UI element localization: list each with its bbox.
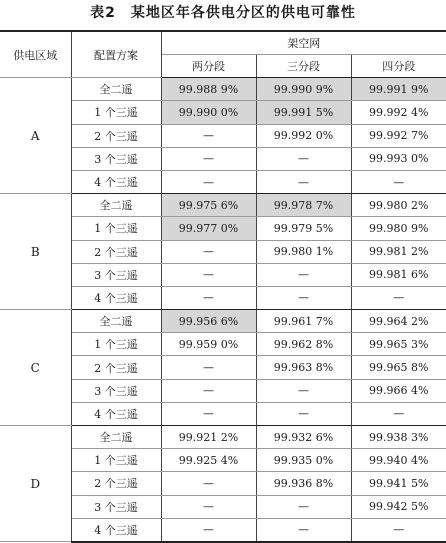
scheme-cell: 全二遥 <box>71 426 161 449</box>
reliability-value-cell: — <box>161 402 256 425</box>
reliability-value-cell: — <box>256 286 351 309</box>
reliability-value-cell: 99.979 5% <box>256 217 351 240</box>
reliability-value-cell: 99.980 1% <box>256 240 351 263</box>
reliability-value-cell: — <box>161 286 256 309</box>
reliability-value-cell: 99.966 4% <box>351 379 446 402</box>
reliability-value-cell: — <box>351 170 446 193</box>
reliability-value-cell: 99.941 5% <box>351 472 446 495</box>
header-scheme: 配置方案 <box>71 31 161 78</box>
reliability-value-cell: 99.956 6% <box>161 310 256 333</box>
scheme-cell: 4 个三遥 <box>71 170 161 193</box>
scheme-cell: 2 个三遥 <box>71 124 161 147</box>
reliability-value-cell: 99.965 8% <box>351 356 446 379</box>
reliability-value-cell: — <box>161 472 256 495</box>
reliability-value-cell: 99.991 5% <box>256 101 351 124</box>
scheme-cell: 4 个三遥 <box>71 286 161 309</box>
reliability-value-cell: 99.992 4% <box>351 101 446 124</box>
reliability-value-cell: 99.962 8% <box>256 333 351 356</box>
reliability-value-cell: 99.980 9% <box>351 217 446 240</box>
table-row <box>0 310 446 333</box>
reliability-value-cell: 99.990 9% <box>256 78 351 101</box>
reliability-value-cell: — <box>256 495 351 518</box>
scheme-cell: 1 个三遥 <box>71 217 161 240</box>
header-three-segment: 三分段 <box>256 55 351 78</box>
reliability-value-cell: 99.961 7% <box>256 310 351 333</box>
scheme-cell: 3 个三遥 <box>71 263 161 286</box>
reliability-value-cell: — <box>161 379 256 402</box>
reliability-value-cell: 99.975 6% <box>161 194 256 217</box>
table-body <box>0 78 446 542</box>
reliability-value-cell: 99.938 3% <box>351 426 446 449</box>
reliability-value-cell: 99.959 0% <box>161 333 256 356</box>
reliability-value-cell: — <box>351 286 446 309</box>
reliability-value-cell: 99.993 0% <box>351 147 446 170</box>
header-overhead-network: 架空网 <box>161 31 446 55</box>
table-title: 表2 某地区年各供电分区的供电可靠性 <box>90 5 356 21</box>
reliability-value-cell: — <box>161 170 256 193</box>
table-header <box>0 31 446 78</box>
scheme-cell: 全二遥 <box>71 310 161 333</box>
reliability-value-cell: — <box>161 240 256 263</box>
reliability-value-cell: — <box>351 402 446 425</box>
scheme-cell: 1 个三遥 <box>71 333 161 356</box>
reliability-table <box>0 30 446 543</box>
reliability-value-cell: — <box>256 170 351 193</box>
header-region: 供电区域 <box>0 31 71 78</box>
reliability-value-cell: — <box>256 518 351 542</box>
scheme-cell: 全二遥 <box>71 78 161 101</box>
scheme-cell: 1 个三遥 <box>71 449 161 472</box>
reliability-value-cell: 99.981 6% <box>351 263 446 286</box>
reliability-value-cell: 99.981 2% <box>351 240 446 263</box>
reliability-value-cell: — <box>256 379 351 402</box>
scheme-cell: 2 个三遥 <box>71 472 161 495</box>
scheme-cell: 4 个三遥 <box>71 402 161 425</box>
table-row <box>0 426 446 449</box>
scheme-cell: 3 个三遥 <box>71 147 161 170</box>
reliability-value-cell: — <box>256 263 351 286</box>
reliability-value-cell: 99.992 0% <box>256 124 351 147</box>
reliability-value-cell: 99.925 4% <box>161 449 256 472</box>
region-cell: D <box>0 426 71 542</box>
region-cell: C <box>0 310 71 426</box>
region-cell: B <box>0 194 71 310</box>
scheme-cell: 4 个三遥 <box>71 518 161 542</box>
scheme-cell: 2 个三遥 <box>71 356 161 379</box>
reliability-value-cell: 99.965 3% <box>351 333 446 356</box>
header-four-segment: 四分段 <box>351 55 446 78</box>
reliability-value-cell: 99.935 0% <box>256 449 351 472</box>
reliability-value-cell: 99.978 7% <box>256 194 351 217</box>
reliability-value-cell: — <box>161 518 256 542</box>
reliability-value-cell: — <box>161 356 256 379</box>
reliability-value-cell: — <box>161 263 256 286</box>
reliability-value-cell: — <box>351 518 446 542</box>
reliability-value-cell: — <box>256 402 351 425</box>
reliability-value-cell: 99.992 7% <box>351 124 446 147</box>
reliability-value-cell: 99.980 2% <box>351 194 446 217</box>
reliability-value-cell: — <box>256 147 351 170</box>
reliability-value-cell: 99.988 9% <box>161 78 256 101</box>
reliability-value-cell: 99.942 5% <box>351 495 446 518</box>
table-row <box>0 194 446 217</box>
reliability-value-cell: 99.977 0% <box>161 217 256 240</box>
scheme-cell: 3 个三遥 <box>71 379 161 402</box>
reliability-value-cell: 99.990 0% <box>161 101 256 124</box>
reliability-value-cell: 99.963 8% <box>256 356 351 379</box>
scheme-cell: 2 个三遥 <box>71 240 161 263</box>
header-two-segment: 两分段 <box>161 55 256 78</box>
reliability-value-cell: 99.964 2% <box>351 310 446 333</box>
reliability-value-cell: 99.932 6% <box>256 426 351 449</box>
reliability-value-cell: 99.940 4% <box>351 449 446 472</box>
reliability-value-cell: 99.936 8% <box>256 472 351 495</box>
scheme-cell: 1 个三遥 <box>71 101 161 124</box>
region-cell: A <box>0 78 71 194</box>
reliability-value-cell: — <box>161 495 256 518</box>
scheme-cell: 3 个三遥 <box>71 495 161 518</box>
table-row <box>0 78 446 101</box>
reliability-value-cell: — <box>161 147 256 170</box>
reliability-value-cell: — <box>161 124 256 147</box>
scheme-cell: 全二遥 <box>71 194 161 217</box>
reliability-value-cell: 99.921 2% <box>161 426 256 449</box>
header-row-group <box>0 31 446 55</box>
reliability-value-cell: 99.991 9% <box>351 78 446 101</box>
